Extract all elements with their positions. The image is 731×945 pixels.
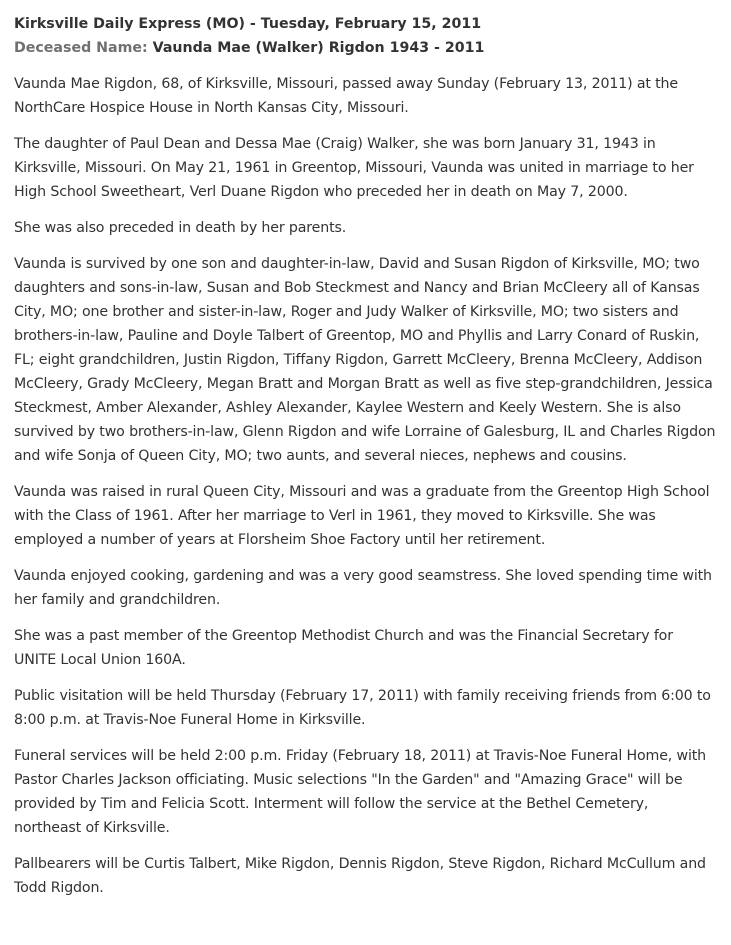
deceased-name-line: [14, 36, 717, 60]
paragraph-hobbies: Vaunda enjoyed cooking, gardening and was a very good seamstress. She loved spending time with her family and grandchildren.: [14, 568, 712, 608]
paragraph-visitation: Public visitation will be held Thursday (February 17, 2011) with family receiving friends from 6:00 to 8:00 p.m. at Travis-Noe Funeral Home in Kirksville.: [14, 688, 711, 728]
paragraph-pallbearers: Pallbearers will be Curtis Talbert, Mike Rigdon, Dennis Rigdon, Steve Rigdon, Richard McCullum and Todd Rigdon.: [14, 856, 706, 896]
deceased-name-value: Vaunda Mae (Walker) Rigdon 1943 - 2011: [147, 40, 485, 56]
paragraph-death-notice: Vaunda Mae Rigdon, 68, of Kirksville, Missouri, passed away Sunday (February 13, 2011) at the NorthCare Hospice House in North Kansas City, Missouri.: [14, 76, 678, 116]
paragraph-biography: Vaunda was raised in rural Queen City, Missouri and was a graduate from the Greentop High School with the Class of 1961. After her marriage to Verl in 1961, they moved to Kirksville. She was employed a number of years at Florsheim Shoe Factory until her retirement.: [14, 484, 710, 548]
obituary-body: [14, 72, 717, 900]
deceased-name-label: Deceased Name:: [14, 40, 148, 56]
paragraph-survivors: Vaunda is survived by one son and daughter-in-law, David and Susan Rigdon of Kirksville, MO; two daughters and sons-in-law, Susan and Bob Steckmest and Nancy and Brian McCleery all of Kansas City, MO; one brother and sister-in-law, Roger and Judy Walker of Kirksville, MO; two sisters and brothers-in-law, Pauline and Doyle Talbert of Greentop, MO and Phyllis and Larry Conard of Ruskin, FL; eight grandchildren, Justin Rigdon, Tiffany Rigdon, Garrett McCleery, Brenna McCleery, Addison McCleery, Grady McCleery, Megan Bratt and Morgan Bratt as well as five step-grandchildren, Jessica Steckmest, Amber Alexander, Ashley Alexander, Kaylee Western and Keely Western. She is also survived by two brothers-in-law, Glenn Rigdon and wife Lorraine of Galesburg, IL and Charles Rigdon and wife Sonja of Queen City, MO; two aunts, and several nieces, nephews and cousins.: [14, 256, 716, 464]
paragraph-preceded: She was also preceded in death by her parents.: [14, 220, 347, 236]
paragraph-memberships: She was a past member of the Greentop Methodist Church and was the Financial Secretary for UNITE Local Union 160A.: [14, 628, 673, 668]
publication-title: Kirksville Daily Express (MO) - Tuesday, February 15, 2011: [14, 16, 482, 32]
paragraph-birth-marriage: The daughter of Paul Dean and Dessa Mae (Craig) Walker, she was born January 31, 1943 in Kirksville, Missouri. On May 21, 1961 in Greentop, Missouri, Vaunda was united in marriage to her High School Sweetheart, Verl Duane Rigdon who preceded her in death on May 7, 2000.: [14, 136, 694, 200]
paragraph-funeral-services: Funeral services will be held 2:00 p.m. Friday (February 18, 2011) at Travis-Noe Funeral Home, with Pastor Charles Jackson officiating. Music selections "In the Garden" and "Amazing Grace" will be provided by Tim and Felicia Scott. Interment will follow the service at the Bethel Cemetery, northeast of Kirksville.: [14, 748, 707, 836]
